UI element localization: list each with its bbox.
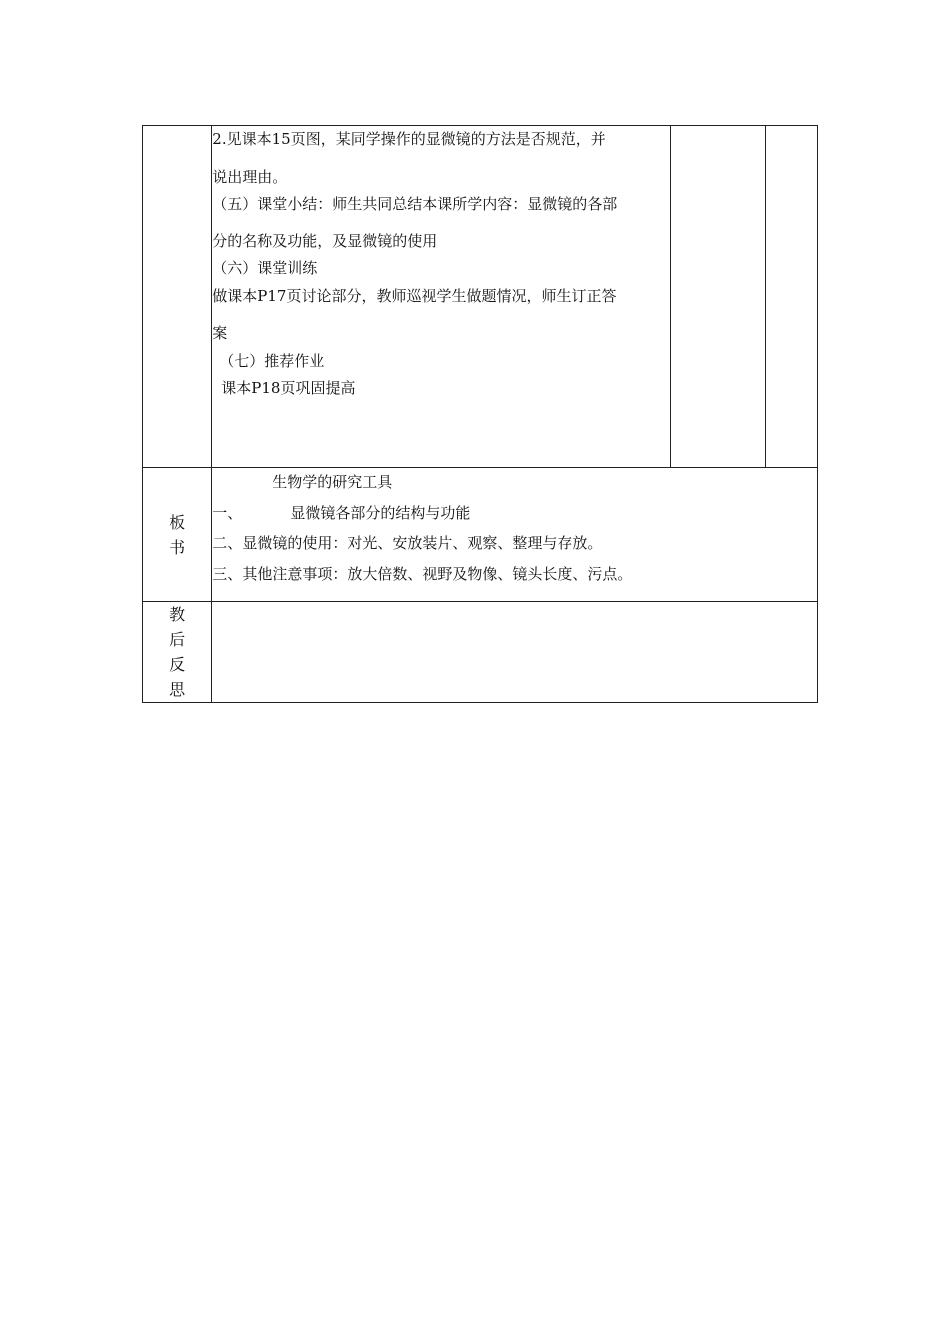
procedure-label-cell [143,126,212,468]
procedure-line: 2.见课本15页图，某同学操作的显微镜的方法是否规范，并 [212,130,606,148]
blackboard-label-cell [143,468,212,602]
reflection-label-cell [143,602,212,703]
reflection-row [143,602,818,703]
item-text: 显微镜各部分的结构与功能 [290,503,471,522]
item-number: 一、 [212,503,243,522]
reflection-label: 教 后 反 思 [169,605,186,699]
procedure-line: 案 [212,324,228,342]
item-text: 显微镜的使用：对光、安放装片、观察、整理与存放。 [242,534,603,552]
procedure-line: 说出理由。 [212,167,288,186]
blackboard-item [212,504,817,524]
procedure-line: 做课本P17页讨论部分，教师巡视学生做题情况，师生订正答 [212,286,617,305]
blackboard-item [212,565,817,585]
procedure-row [143,126,818,468]
procedure-line: （五）课堂小结：师生共同总结本课所学内容：显微镜的各部 [212,195,618,213]
blackboard-title: 生物学的研究工具 [272,473,393,491]
blackboard-item [212,534,817,554]
procedure-content-cell [212,126,671,468]
blackboard-content-cell [212,468,818,602]
item-number: 二、 [212,534,243,552]
lesson-plan-table [142,125,818,703]
procedure-line: 课本P18页巩固提高 [221,379,356,397]
procedure-extra-cell [671,126,765,468]
procedure-line: （七）推荐作业 [219,351,325,370]
procedure-line: （六）课堂训练 [212,259,318,277]
item-number: 三、 [212,564,243,583]
procedure-line: 分的名称及功能，及显微镜的使用 [212,231,438,250]
item-text: 其他注意事项：放大倍数、视野及物像、镜头长度、污点。 [242,564,633,583]
blackboard-label: 板 书 [169,512,186,557]
blackboard-row [143,468,818,602]
procedure-extra-cell-2 [765,126,817,468]
reflection-content-cell [212,602,818,703]
